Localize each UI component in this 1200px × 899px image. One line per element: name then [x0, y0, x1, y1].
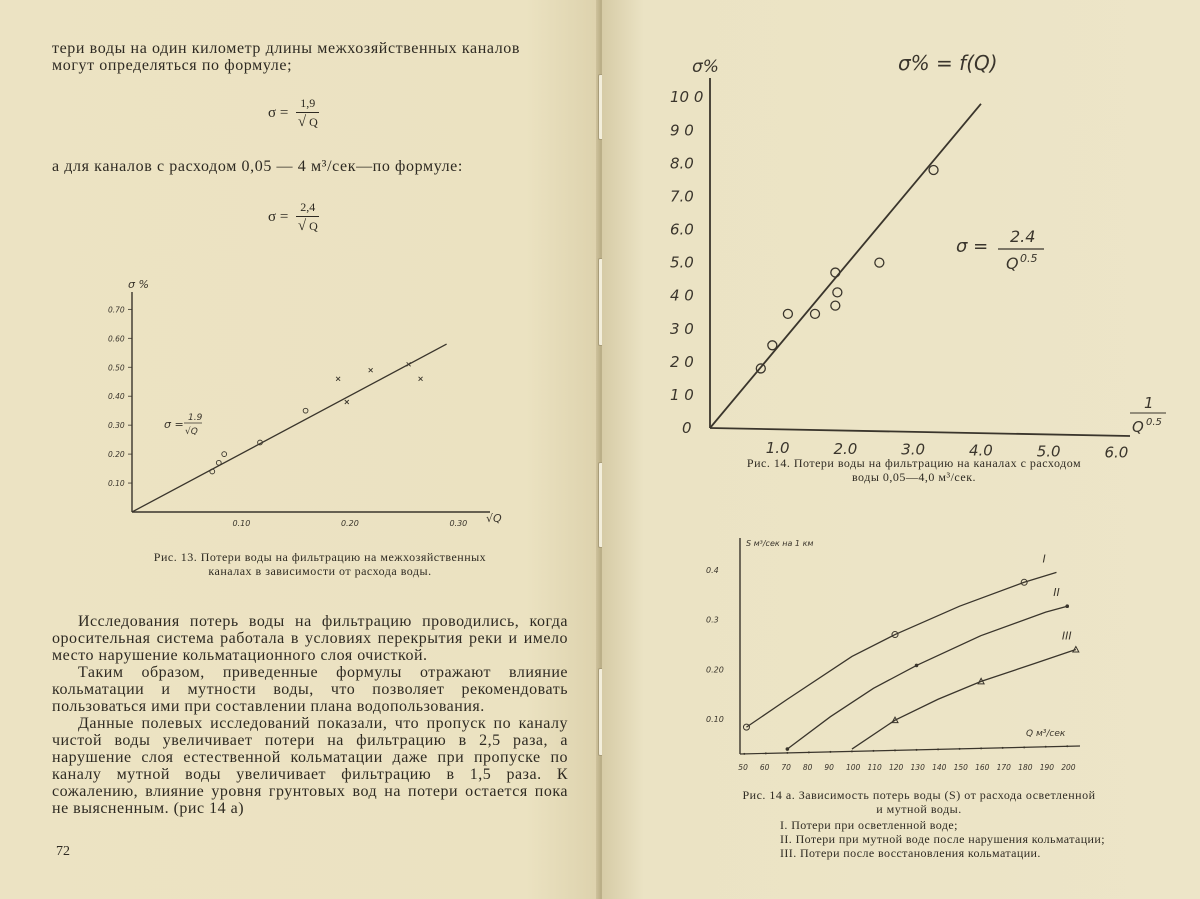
fig14-x-label-den-exp: 0.5 — [1146, 417, 1162, 428]
formula-1-numerator: 1,9 — [296, 96, 319, 113]
intro-line-2: могут определяться по формуле; — [52, 57, 293, 74]
body-text — [52, 613, 568, 817]
sqrt-symbol: √ — [297, 218, 307, 234]
fig14-y-tick-label: 2 0 — [670, 352, 694, 371]
fig14a-x-tick-label: 70 — [781, 763, 791, 772]
fig14-x-tick-label: 4.0 — [968, 441, 993, 460]
fig14-x-label-den: Q — [1132, 418, 1144, 436]
fig14-data-point — [831, 301, 840, 310]
fig13-x-label: √Q — [486, 512, 502, 525]
fig14-y-tick-label: 4 0 — [670, 286, 694, 305]
fig13-data-point — [369, 368, 373, 372]
fig13-y-tick-label: 0.30 — [108, 421, 125, 431]
fig14-x-axis — [710, 428, 1130, 436]
fig13-data-point — [419, 377, 423, 381]
fig14a-x-tick — [980, 747, 982, 749]
fig14a-series-name: I — [1042, 552, 1046, 566]
fig14a-x-tick-label: 130 — [910, 763, 925, 772]
fig14a-data-point — [1073, 646, 1079, 652]
fig14-annotation-num: 2.4 — [1010, 227, 1036, 246]
formula-1-denominator: Q — [309, 115, 318, 129]
fig13-data-point — [407, 362, 411, 366]
fig13-annotation-lhs: σ = — [164, 418, 184, 431]
fig14a-x-tick — [1002, 747, 1004, 749]
fig14-annotation-den: Q — [1006, 254, 1019, 273]
fig14-y-tick-label: 3 0 — [670, 319, 694, 338]
fig14a-x-tick — [959, 748, 961, 750]
fig14a-x-tick-label: 140 — [932, 763, 947, 772]
fig13-x-tick-label: 0.20 — [340, 519, 359, 528]
formula-2-fraction — [296, 200, 319, 235]
fig13-data-point — [216, 460, 221, 465]
figure-14a-caption-line-1: Рис. 14 а. Зависимость потерь воды (S) от расхода осветленной — [742, 788, 1096, 802]
fig14a-x-tick-label: 110 — [867, 763, 882, 772]
fig14a-x-tick — [829, 751, 831, 753]
figure-13-caption-line-2: каналах в зависимости от расхода воды. — [208, 564, 432, 578]
fig14a-series-name: II — [1053, 586, 1060, 600]
fig14-data-point — [875, 258, 884, 267]
fig14a-y-tick-label: 0.3 — [706, 615, 719, 625]
fig13-y-tick-label: 0.40 — [108, 392, 125, 402]
fig14-y-tick-label: 6.0 — [670, 220, 694, 239]
fig14a-x-tick-label: 100 — [845, 763, 861, 772]
fig14-y-tick-label: 10 0 — [670, 88, 704, 107]
fig14-data-point — [768, 341, 777, 350]
fig14a-y-tick-label: 0.20 — [706, 665, 724, 675]
fig14a-x-tick-label: 80 — [802, 763, 813, 772]
fig13-y-tick-label: 0.10 — [108, 479, 125, 489]
figure-14-chart — [660, 42, 1180, 462]
intro-line-1: тери воды на один километр длины межхозяйственных каналов — [52, 40, 521, 57]
fig13-y-tick-label: 0.20 — [108, 450, 125, 460]
fig14-x-label-num: 1 — [1144, 394, 1154, 412]
fig14a-data-point — [786, 747, 790, 751]
mid-line: а для каналов с расходом 0,05 — 4 м³/сек—по формуле: — [52, 158, 463, 175]
figure-13-caption-line-1: Рис. 13. Потери воды на фильтрацию на межхозяйственных — [153, 550, 487, 564]
figure-14a-chart — [696, 530, 1096, 776]
fig14a-x-tick — [872, 750, 874, 752]
fig14-y-tick-label: 1 0 — [670, 385, 694, 404]
fig14-title: σ% = f(Q) — [898, 51, 998, 75]
figure-13-chart — [90, 272, 520, 534]
fig14-data-point — [811, 309, 820, 318]
formula-2-lhs: σ = — [268, 209, 289, 225]
fig14-data-point — [929, 166, 938, 175]
formula-1-fraction — [296, 96, 319, 131]
fig14-x-tick-label: 3.0 — [901, 440, 926, 459]
fig13-y-tick-label: 0.60 — [108, 334, 125, 344]
fig14-annotation-lhs: σ = — [956, 236, 989, 257]
fig14a-x-tick-label: 160 — [975, 763, 990, 772]
fig13-x-tick-label: 0.30 — [449, 519, 468, 528]
figure-14-caption — [694, 456, 1134, 484]
sqrt-symbol: √ — [297, 114, 307, 130]
fig14a-x-tick-label: 50 — [738, 763, 748, 772]
fig14a-series-line — [746, 572, 1056, 727]
legend-item-3: III. Потери после восстановления кольматации. — [780, 846, 1041, 860]
fig13-data-point — [336, 377, 340, 381]
fig14a-y-tick-label: 0.10 — [706, 715, 724, 725]
page-number: 72 — [56, 844, 70, 859]
fig14-y-tick-label: 0 — [682, 419, 692, 437]
figure-13-caption — [100, 550, 540, 578]
fig14-y-tick-label: 5.0 — [670, 253, 694, 272]
figure-14a-caption-line-2: и мутной воды. — [876, 802, 962, 816]
fig14a-x-tick-label: 90 — [824, 763, 834, 772]
fig14a-data-point — [743, 724, 749, 730]
fig14a-x-label: Q м³/сек — [1026, 729, 1066, 739]
fig14a-data-point — [1065, 604, 1069, 608]
fig14a-x-tick — [1045, 746, 1047, 748]
fig14a-x-tick — [765, 752, 767, 754]
figure-14-caption-line-1: Рис. 14. Потери воды на фильтрацию на каналах с расходом — [746, 456, 1082, 470]
paragraph-1: Исследования потерь воды на фильтрацию проводились, когда оросительная система работала в условиях перекрытия реки и имело место нарушение кольматационного слоя очисткой. — [52, 613, 568, 664]
fig14-x-tick-label: 2.0 — [833, 439, 858, 458]
fig14a-x-tick-label: 150 — [953, 763, 968, 772]
fig14-x-tick-label: 6.0 — [1104, 443, 1129, 462]
fig14a-x-tick — [894, 749, 896, 751]
fig13-data-point — [222, 452, 227, 457]
fig14-y-tick-label: 7.0 — [670, 187, 694, 206]
fig14a-x-tick — [808, 751, 810, 753]
fig13-y-tick-label: 0.50 — [108, 363, 125, 373]
legend-item-1: I. Потери при осветленной воде; — [780, 818, 958, 832]
figure-14a-caption — [694, 788, 1144, 816]
fig14a-x-tick-label: 190 — [1039, 763, 1055, 772]
fig14a-x-tick — [743, 753, 745, 755]
fig14a-x-tick — [937, 748, 939, 750]
legend-item-2: II. Потери при мутной воде после нарушения кольматации; — [780, 832, 1105, 846]
fig14-fit-line — [710, 104, 981, 428]
figure-14a-legend — [780, 818, 1105, 860]
formula-1 — [268, 96, 319, 131]
fig14a-y-label: S м³/сек на 1 км — [746, 539, 814, 548]
paragraph-3: Данные полевых исследований показали, что пропуск по каналу чистой воды увеличивает потери на фильтрацию в 2,5 раза, а нарушение слоя естественной кольматации даже при пропуске по каналу мутной воды увеличивает фильтрацию в 1,5 раза. К сожалению, влияние уровня грунтовых вод на потери остается пока не выясненным. (рис 14 а) — [52, 715, 568, 817]
fig14-y-tick-label: 9 0 — [670, 121, 694, 140]
fig13-x-tick-label: 0.10 — [232, 519, 251, 528]
fig13-data-point — [345, 400, 349, 404]
fig14a-series-line — [787, 606, 1067, 749]
fig14-annotation-den-exp: 0.5 — [1020, 252, 1038, 265]
formula-2 — [268, 200, 319, 235]
fig14a-x-tick — [786, 752, 788, 754]
fig14a-y-tick-label: 0.4 — [706, 565, 719, 575]
formula-2-denominator: Q — [309, 219, 318, 233]
fig14-y-label: σ% — [692, 57, 719, 77]
fig14-data-point — [783, 309, 792, 318]
fig14a-x-axis — [740, 746, 1080, 754]
formula-1-lhs: σ = — [268, 105, 289, 121]
figure-14-caption-line-2: воды 0,05—4,0 м³/сек. — [851, 470, 977, 484]
fig14-x-tick-label: 1.0 — [765, 438, 790, 457]
fig13-y-tick-label: 0.70 — [108, 305, 125, 315]
fig14-data-point — [833, 288, 842, 297]
fig14-x-tick-label: 5.0 — [1036, 442, 1061, 461]
fig13-data-point — [303, 408, 308, 413]
fig14a-x-tick-label: 180 — [1018, 763, 1033, 772]
fig14a-x-tick — [851, 750, 853, 752]
fig13-y-label: σ % — [128, 278, 149, 291]
fig13-annotation-den: √Q — [185, 427, 198, 437]
fig14a-x-tick — [1066, 745, 1068, 747]
right-page — [602, 0, 1200, 899]
fig14a-x-tick-label: 60 — [759, 763, 770, 772]
fig13-annotation-num: 1.9 — [188, 413, 203, 423]
fig14a-series-name: III — [1061, 629, 1072, 643]
fig14a-x-tick — [1023, 746, 1025, 748]
fig14a-x-tick-label: 120 — [889, 763, 904, 772]
fig14-data-point — [831, 268, 840, 277]
fig14a-data-point — [915, 664, 919, 668]
fig14-y-tick-label: 8.0 — [670, 154, 694, 173]
left-page — [0, 0, 598, 899]
fig14a-x-tick — [916, 749, 918, 751]
formula-2-numerator: 2,4 — [296, 200, 319, 217]
paragraph-2: Таким образом, приведенные формулы отражают влияние кольматации и мутности воды, что позволяет рекомендовать пользоваться ими при составлении плана водопользования. — [52, 664, 568, 715]
fig14a-x-tick-label: 170 — [996, 763, 1011, 772]
fig14a-x-tick-label: 200 — [1061, 763, 1076, 772]
